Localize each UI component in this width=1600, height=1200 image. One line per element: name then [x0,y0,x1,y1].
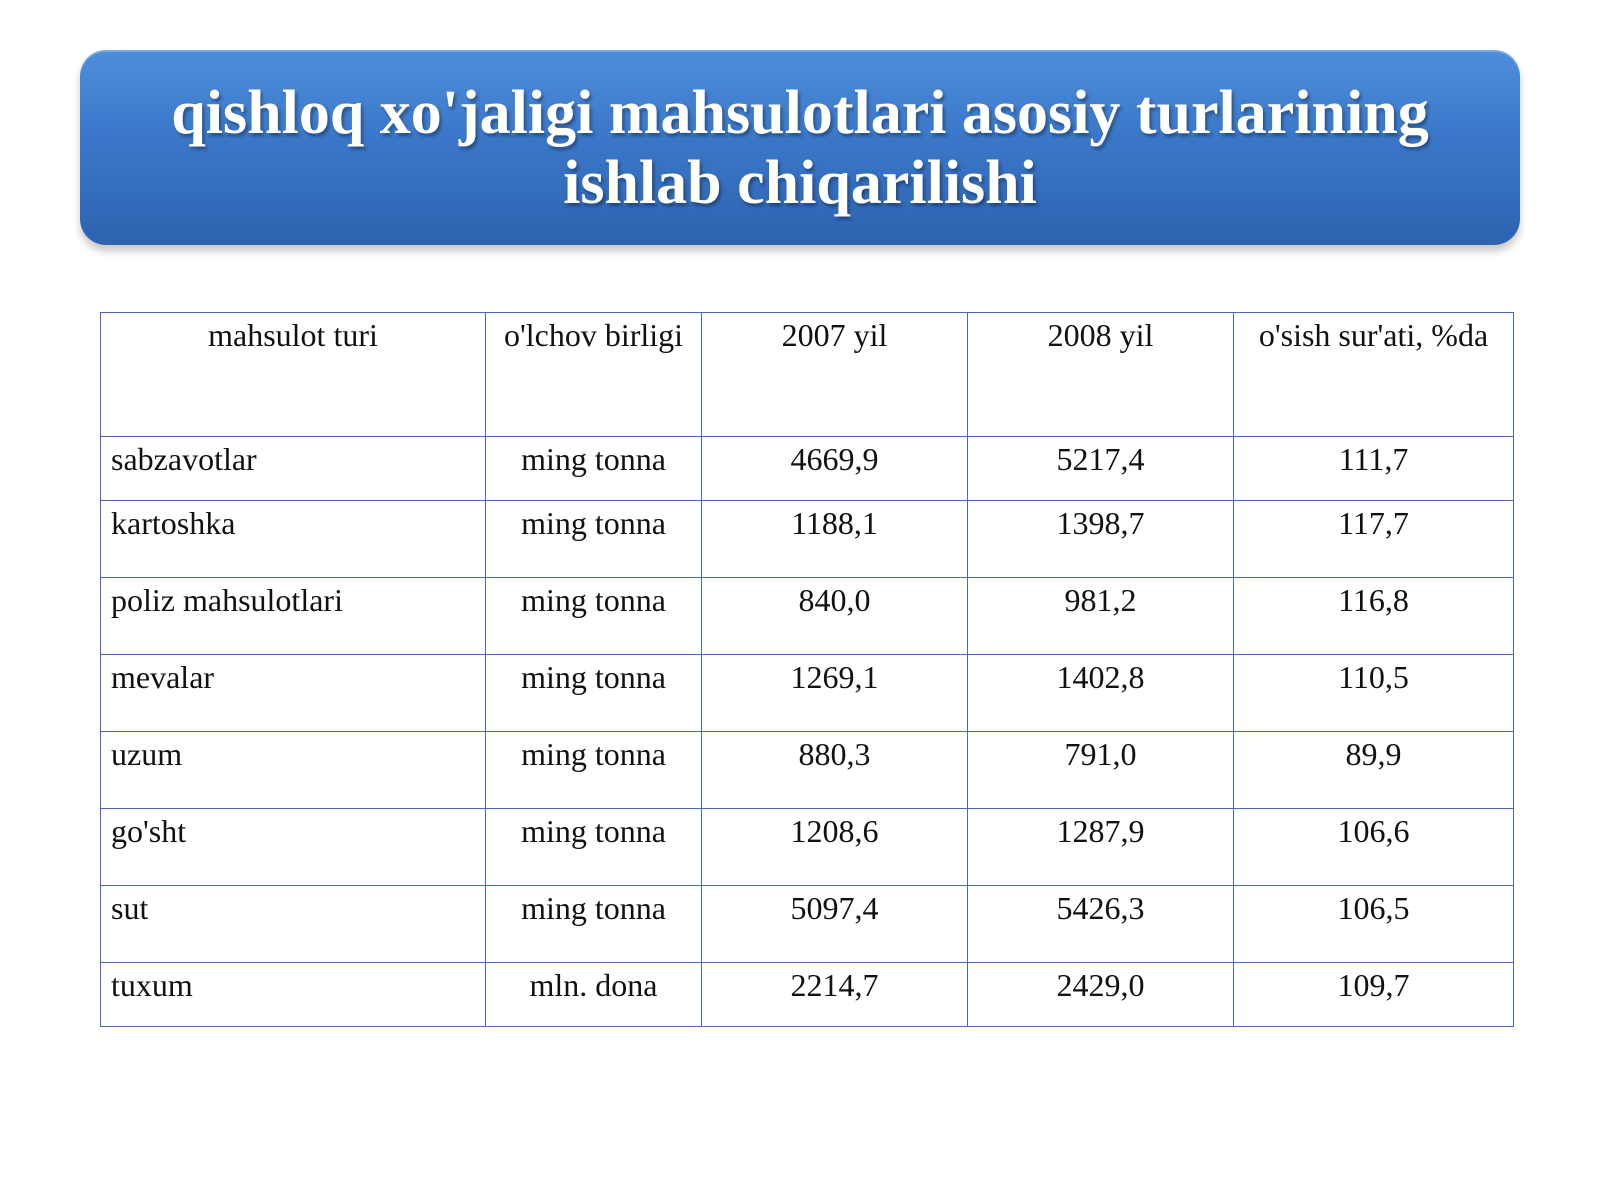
page-title: qishloq xo'jaligi mahsulotlari asosiy turlarining ishlab chiqarilishi [171,78,1429,217]
cell-growth: 117,7 [1234,501,1514,578]
cell-unit: ming tonna [486,732,702,809]
cell-2007: 4669,9 [702,437,968,501]
cell-2008: 1287,9 [968,809,1234,886]
cell-2007: 880,3 [702,732,968,809]
cell-2008: 5217,4 [968,437,1234,501]
table-header-row [101,313,1514,437]
cell-growth: 111,7 [1234,437,1514,501]
cell-2007: 1269,1 [702,655,968,732]
cell-unit: ming tonna [486,578,702,655]
cell-unit: ming tonna [486,437,702,501]
cell-unit: ming tonna [486,655,702,732]
cell-unit: ming tonna [486,501,702,578]
table-row [101,578,1514,655]
table-row [101,501,1514,578]
cell-growth: 106,6 [1234,809,1514,886]
cell-2008: 1398,7 [968,501,1234,578]
cell-product: kartoshka [101,501,486,578]
table-row [101,886,1514,963]
header-growth-rate: o'sish sur'ati, %da [1234,313,1514,437]
cell-2008: 1402,8 [968,655,1234,732]
header-year-2007: 2007 yil [702,313,968,437]
cell-product: tuxum [101,963,486,1027]
cell-2008: 791,0 [968,732,1234,809]
header-year-2008: 2008 yil [968,313,1234,437]
cell-product: uzum [101,732,486,809]
cell-product: go'sht [101,809,486,886]
cell-product: poliz mahsulotlari [101,578,486,655]
table-row [101,437,1514,501]
cell-2007: 2214,7 [702,963,968,1027]
table-row [101,963,1514,1027]
cell-2007: 5097,4 [702,886,968,963]
cell-2008: 5426,3 [968,886,1234,963]
table-row [101,809,1514,886]
header-product-type: mahsulot turi [101,313,486,437]
cell-growth: 116,8 [1234,578,1514,655]
table-row [101,732,1514,809]
cell-product: sabzavotlar [101,437,486,501]
cell-growth: 89,9 [1234,732,1514,809]
cell-product: mevalar [101,655,486,732]
cell-growth: 106,5 [1234,886,1514,963]
cell-product: sut [101,886,486,963]
cell-2008: 981,2 [968,578,1234,655]
header-unit: o'lchov birligi [486,313,702,437]
title-banner [80,50,1520,245]
table-row [101,655,1514,732]
cell-unit: ming tonna [486,886,702,963]
cell-2007: 1188,1 [702,501,968,578]
production-table [100,312,1514,1027]
cell-2007: 1208,6 [702,809,968,886]
cell-growth: 109,7 [1234,963,1514,1027]
cell-growth: 110,5 [1234,655,1514,732]
cell-2008: 2429,0 [968,963,1234,1027]
cell-2007: 840,0 [702,578,968,655]
cell-unit: mln. dona [486,963,702,1027]
cell-unit: ming tonna [486,809,702,886]
